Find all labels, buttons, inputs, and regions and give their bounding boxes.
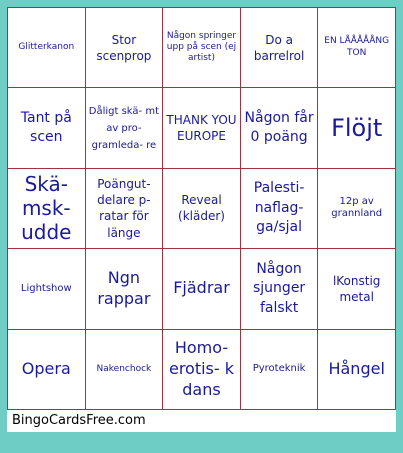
bingo-grid [7, 7, 396, 410]
bingo-cell: Pyroteknik [241, 330, 319, 410]
bingo-cell: Reveal (kläder) [163, 169, 241, 249]
bingo-cell: Lightshow [8, 249, 86, 329]
bingo-cell: Opera [8, 330, 86, 410]
bingo-cell: Stor scenprop [86, 8, 164, 88]
footer-site-label: BingoCardsFree.com [12, 413, 146, 428]
bingo-cell: Fjädrar [163, 249, 241, 329]
bingo-cell: Någon sjunger falskt [241, 249, 319, 329]
bingo-cell: Glitterkanon [8, 8, 86, 88]
bingo-cell: Flöjt [318, 88, 396, 168]
bingo-cell: Palesti- naflag- ga/sjal [241, 169, 319, 249]
bingo-cell: 12p av grannland [318, 169, 396, 249]
bingo-cell: Någon springer upp på scen (ej artist) [163, 8, 241, 88]
bingo-cell: Skä- msk- udde [8, 169, 86, 249]
bingo-cell: Poängut- delare p- ratar för länge [86, 169, 164, 249]
bingo-cell: Tant på scen [8, 88, 86, 168]
bingo-cell: Nakenchock [86, 330, 164, 410]
bingo-cell: Dåligt skä- mt av pro- gramleda- re [86, 88, 164, 168]
bingo-cell: Hångel [318, 330, 396, 410]
bingo-cell: Någon får 0 poäng [241, 88, 319, 168]
bingo-cell: lKonstig metal [318, 249, 396, 329]
bingo-cell: Do a barrelrol [241, 8, 319, 88]
bingo-card [7, 7, 396, 432]
bingo-cell: EN LÅÅÅÅÅNG TON [318, 8, 396, 88]
bingo-cell: THANK YOU EUROPE [163, 88, 241, 168]
bingo-cell: Homo- erotis- k dans [163, 330, 241, 410]
bingo-cell: Ngn rappar [86, 249, 164, 329]
